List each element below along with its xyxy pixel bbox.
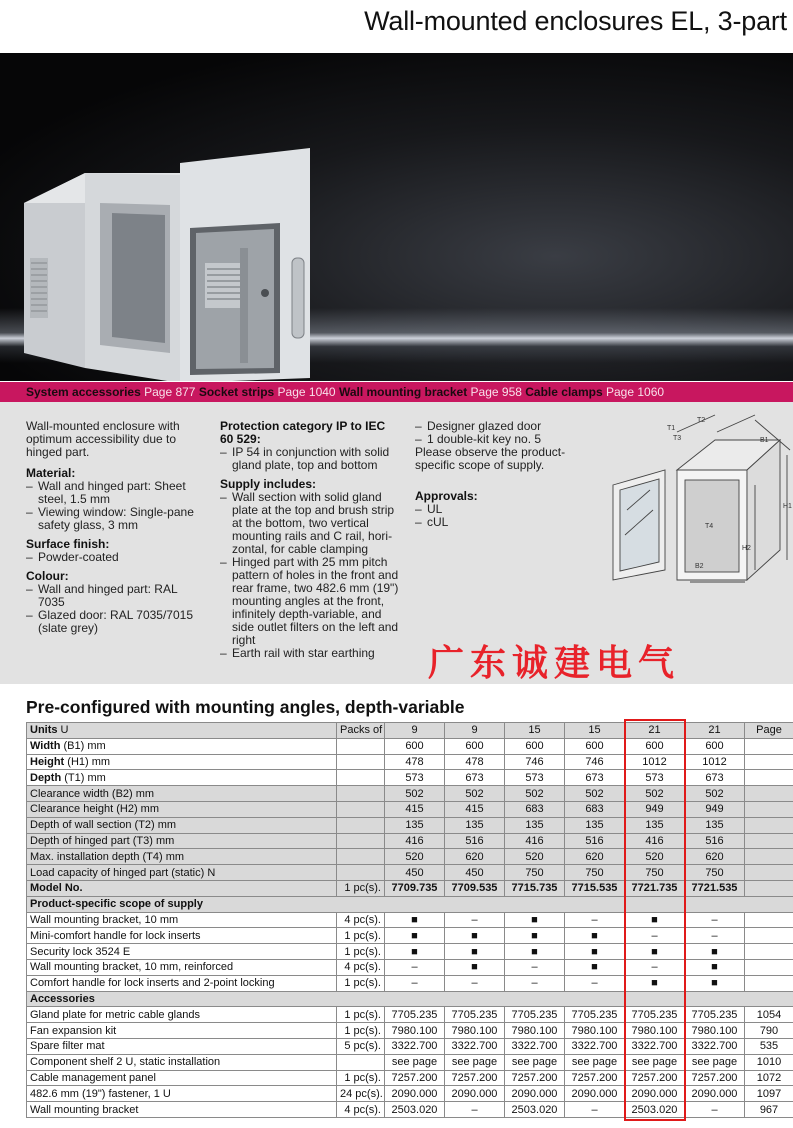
accessory-links-bar xyxy=(0,382,793,402)
row-value: 620 xyxy=(685,849,745,865)
row-value: see page xyxy=(685,1054,745,1070)
row-packs: 1 pc(s). xyxy=(337,928,385,944)
row-label: Security lock 3524 E xyxy=(27,944,337,960)
row-value: ■ xyxy=(385,912,445,928)
row-value: 750 xyxy=(505,865,565,881)
row-value: ■ xyxy=(505,928,565,944)
row-page xyxy=(745,786,793,802)
header-value: 9 xyxy=(445,723,505,739)
row-page xyxy=(745,959,793,975)
row-value: ■ xyxy=(685,959,745,975)
material-heading: Material: xyxy=(26,466,76,480)
row-value: 7257.200 xyxy=(505,1070,565,1086)
row-page: 1097 xyxy=(745,1086,793,1102)
row-page xyxy=(745,833,793,849)
row-value: 7257.200 xyxy=(565,1070,625,1086)
row-value: ■ xyxy=(625,912,685,928)
row-value: ■ xyxy=(385,928,445,944)
row-label: Mini-comfort handle for lock inserts xyxy=(27,928,337,944)
row-page xyxy=(745,880,793,896)
row-value: 2090.000 xyxy=(505,1086,565,1102)
row-value: 450 xyxy=(385,865,445,881)
row-page: 790 xyxy=(745,1023,793,1039)
row-value: 600 xyxy=(625,738,685,754)
row-label: Clearance height (H2) mm xyxy=(27,801,337,817)
row-packs xyxy=(337,801,385,817)
header-packs: Packs of xyxy=(337,723,385,739)
row-value: 573 xyxy=(505,770,565,786)
row-value: see page xyxy=(625,1054,685,1070)
row-value: – xyxy=(625,928,685,944)
row-label: 482.6 mm (19") fastener, 1 U xyxy=(27,1086,337,1102)
row-value: 7980.100 xyxy=(565,1023,625,1039)
list-item: – Glazed door: RAL 7035/7015 (slate grey) xyxy=(26,609,206,635)
row-packs: 4 pc(s). xyxy=(337,912,385,928)
row-value: 7980.100 xyxy=(445,1023,505,1039)
material-list xyxy=(26,480,206,532)
row-value: 620 xyxy=(565,849,625,865)
row-value: – xyxy=(565,975,625,991)
table-row xyxy=(27,801,793,817)
row-packs xyxy=(337,786,385,802)
row-label: Component shelf 2 U, static installation xyxy=(27,1054,337,1070)
label-t2: T2 xyxy=(697,417,706,424)
row-value: 478 xyxy=(385,754,445,770)
info-column-3 xyxy=(415,420,590,529)
row-value: 516 xyxy=(685,833,745,849)
row-page xyxy=(745,912,793,928)
row-value: 600 xyxy=(565,738,625,754)
row-page: 1072 xyxy=(745,1070,793,1086)
company-watermark: 广东诚建电气 xyxy=(428,642,681,684)
row-packs xyxy=(337,849,385,865)
label-t4: T4 xyxy=(705,523,714,530)
row-packs xyxy=(337,770,385,786)
row-value: 3322.700 xyxy=(385,1038,445,1054)
row-page xyxy=(745,849,793,865)
row-value: 1012 xyxy=(625,754,685,770)
row-value: 7705.235 xyxy=(625,1007,685,1023)
row-value: 2503.020 xyxy=(385,1102,445,1118)
list-item: – UL xyxy=(415,503,590,516)
header-value: 9 xyxy=(385,723,445,739)
row-value: 3322.700 xyxy=(445,1038,505,1054)
row-value: 135 xyxy=(685,817,745,833)
row-value: 683 xyxy=(565,801,625,817)
product-photo xyxy=(0,53,793,381)
list-item: – Earth rail with star earthing xyxy=(220,647,400,660)
row-value: 7715.735 xyxy=(505,880,565,896)
row-value: 673 xyxy=(445,770,505,786)
row-label: Clearance width (B2) mm xyxy=(27,786,337,802)
row-value: – xyxy=(565,912,625,928)
row-packs xyxy=(337,865,385,881)
row-page xyxy=(745,975,793,991)
row-label: Height (H1) mm xyxy=(27,754,337,770)
row-value: 3322.700 xyxy=(685,1038,745,1054)
row-value: 673 xyxy=(685,770,745,786)
header-value: 15 xyxy=(505,723,565,739)
row-value: 502 xyxy=(385,786,445,802)
row-packs: 4 pc(s). xyxy=(337,959,385,975)
row-value: – xyxy=(385,959,445,975)
list-item: – Hinged part with 25 mm pitch pattern of holes in the front and rear frame, two 482.6 mm (19") mounting angles at the front, infinitely depth-variable, and side outlet filters on the left and right xyxy=(220,556,400,647)
info-column-1 xyxy=(26,420,206,635)
row-value: 7257.200 xyxy=(625,1070,685,1086)
row-value: 750 xyxy=(625,865,685,881)
row-value: ■ xyxy=(565,944,625,960)
list-item: – Wall and hinged part: RAL 7035 xyxy=(26,583,206,609)
row-packs: 1 pc(s). xyxy=(337,1070,385,1086)
row-value: ■ xyxy=(445,928,505,944)
row-value: – xyxy=(625,959,685,975)
row-value: ■ xyxy=(505,944,565,960)
row-value: 673 xyxy=(565,770,625,786)
row-packs xyxy=(337,817,385,833)
enclosure-illustration xyxy=(0,53,793,381)
row-label: Fan expansion kit xyxy=(27,1023,337,1039)
row-packs: 24 pc(s). xyxy=(337,1086,385,1102)
row-value: 7980.100 xyxy=(685,1023,745,1039)
row-value: ■ xyxy=(565,928,625,944)
supply-heading: Supply includes: xyxy=(220,477,317,491)
row-label: Wall mounting bracket xyxy=(27,1102,337,1118)
row-value: 750 xyxy=(685,865,745,881)
list-item: – Wall section with solid gland plate at the top and brush strip at the bottom, two vertical mounting rails and C rail, hori-zontal, for cable clamping xyxy=(220,491,400,556)
row-label: Spare filter mat xyxy=(27,1038,337,1054)
row-label: Wall mounting bracket, 10 mm xyxy=(27,912,337,928)
row-label: Cable management panel xyxy=(27,1070,337,1086)
table-section-row xyxy=(27,991,793,1007)
row-value: 7705.235 xyxy=(385,1007,445,1023)
row-value: 600 xyxy=(385,738,445,754)
row-value: 949 xyxy=(685,801,745,817)
row-value: 415 xyxy=(445,801,505,817)
row-value: see page xyxy=(505,1054,565,1070)
accessory-link-cable-clamps[interactable]: Cable clamps Page 1060 xyxy=(525,385,665,399)
row-value: see page xyxy=(385,1054,445,1070)
row-value: ■ xyxy=(385,944,445,960)
row-value: 502 xyxy=(445,786,505,802)
row-value: 746 xyxy=(505,754,565,770)
row-page xyxy=(745,865,793,881)
row-value: 7705.235 xyxy=(505,1007,565,1023)
row-packs: 1 pc(s). xyxy=(337,975,385,991)
scope-note: Please observe the product-specific scope of supply. xyxy=(415,445,566,472)
page-title: Wall-mounted enclosures EL, 3-part xyxy=(364,6,787,36)
header-value: 21 xyxy=(625,723,685,739)
table-row xyxy=(27,1070,793,1086)
supply-more-list xyxy=(415,420,590,446)
table-row xyxy=(27,738,793,754)
row-value: 3322.700 xyxy=(565,1038,625,1054)
row-page: 535 xyxy=(745,1038,793,1054)
header-page: Page xyxy=(745,723,793,739)
table-row xyxy=(27,975,793,991)
row-value: 135 xyxy=(505,817,565,833)
label-h1: H1 xyxy=(783,503,792,510)
row-value: – xyxy=(445,1102,505,1118)
table-row xyxy=(27,1023,793,1039)
row-page xyxy=(745,770,793,786)
row-value: 415 xyxy=(385,801,445,817)
row-value: 2503.020 xyxy=(625,1102,685,1118)
list-item: – cUL xyxy=(415,516,590,529)
row-packs: 1 pc(s). xyxy=(337,1023,385,1039)
info-column-2 xyxy=(220,420,400,660)
row-label: Depth (T1) mm xyxy=(27,770,337,786)
row-packs xyxy=(337,1054,385,1070)
row-value: 7980.100 xyxy=(505,1023,565,1039)
row-value: 7980.100 xyxy=(385,1023,445,1039)
row-value: 7705.235 xyxy=(685,1007,745,1023)
row-value: – xyxy=(505,975,565,991)
row-packs: 1 pc(s). xyxy=(337,1007,385,1023)
row-value: 620 xyxy=(445,849,505,865)
row-value: 573 xyxy=(385,770,445,786)
row-value: – xyxy=(685,1102,745,1118)
list-item: – 1 double-kit key no. 5 xyxy=(415,433,590,446)
row-label: Max. installation depth (T4) mm xyxy=(27,849,337,865)
row-value: 3322.700 xyxy=(505,1038,565,1054)
approvals-heading: Approvals: xyxy=(415,489,478,503)
row-value: 7709.735 xyxy=(385,880,445,896)
row-value: 573 xyxy=(625,770,685,786)
row-value: 516 xyxy=(445,833,505,849)
row-value: – xyxy=(385,975,445,991)
table-row xyxy=(27,754,793,770)
table-row xyxy=(27,770,793,786)
dimension-diagram xyxy=(605,410,793,585)
row-page xyxy=(745,754,793,770)
surface-heading: Surface finish: xyxy=(26,537,110,551)
row-value: – xyxy=(565,1102,625,1118)
row-value: 949 xyxy=(625,801,685,817)
row-value: 2090.000 xyxy=(385,1086,445,1102)
row-value: ■ xyxy=(565,959,625,975)
intro-text: Wall-mounted enclosure with optimum accessibility due to hinged part. xyxy=(26,419,180,459)
row-value: 502 xyxy=(505,786,565,802)
section-label: Accessories xyxy=(27,991,793,1007)
row-packs: 5 pc(s). xyxy=(337,1038,385,1054)
colour-list xyxy=(26,583,206,635)
table-row xyxy=(27,1086,793,1102)
approvals-list xyxy=(415,503,590,529)
table-row xyxy=(27,1038,793,1054)
row-packs: 4 pc(s). xyxy=(337,1102,385,1118)
row-value: 516 xyxy=(565,833,625,849)
row-value: 683 xyxy=(505,801,565,817)
row-value: 2090.000 xyxy=(565,1086,625,1102)
row-value: see page xyxy=(445,1054,505,1070)
list-item: – Viewing window: Single-pane safety glass, 3 mm xyxy=(26,506,206,532)
row-value: 7705.235 xyxy=(445,1007,505,1023)
row-value: ■ xyxy=(445,944,505,960)
row-value: – xyxy=(685,928,745,944)
table-section-row xyxy=(27,896,793,912)
row-value: 3322.700 xyxy=(625,1038,685,1054)
row-value: 2090.000 xyxy=(445,1086,505,1102)
row-value: see page xyxy=(565,1054,625,1070)
row-value: 478 xyxy=(445,754,505,770)
row-value: 135 xyxy=(625,817,685,833)
row-label: Comfort handle for lock inserts and 2-point locking xyxy=(27,975,337,991)
table-row xyxy=(27,833,793,849)
row-value: 7257.200 xyxy=(685,1070,745,1086)
row-page xyxy=(745,928,793,944)
row-value: 7721.535 xyxy=(685,880,745,896)
row-value: ■ xyxy=(625,944,685,960)
accessory-link-system[interactable]: System accessories Page 877 xyxy=(26,385,196,399)
model-number-row xyxy=(27,880,793,896)
row-page xyxy=(745,801,793,817)
table-row xyxy=(27,944,793,960)
row-packs xyxy=(337,833,385,849)
protection-list xyxy=(220,446,400,472)
list-item: – Powder-coated xyxy=(26,551,206,564)
row-value: 416 xyxy=(385,833,445,849)
surface-list xyxy=(26,551,206,564)
row-value: 502 xyxy=(685,786,745,802)
row-value: ■ xyxy=(505,912,565,928)
row-value: 7980.100 xyxy=(625,1023,685,1039)
label-t3: T3 xyxy=(673,435,682,442)
label-b2: B2 xyxy=(695,563,704,570)
row-value: 7721.735 xyxy=(625,880,685,896)
row-page: 1010 xyxy=(745,1054,793,1070)
row-value: 600 xyxy=(685,738,745,754)
table-row xyxy=(27,959,793,975)
row-value: 7257.200 xyxy=(385,1070,445,1086)
header-value: 15 xyxy=(565,723,625,739)
row-value: – xyxy=(505,959,565,975)
row-label: Width (B1) mm xyxy=(27,738,337,754)
row-page xyxy=(745,738,793,754)
table-row xyxy=(27,786,793,802)
row-value: ■ xyxy=(625,975,685,991)
row-label: Depth of hinged part (T3) mm xyxy=(27,833,337,849)
label-b1: B1 xyxy=(760,437,769,444)
list-item: – IP 54 in conjunction with solid gland plate, top and bottom xyxy=(220,446,400,472)
row-value: 7705.235 xyxy=(565,1007,625,1023)
row-value: – xyxy=(685,912,745,928)
table-row xyxy=(27,928,793,944)
row-value: 135 xyxy=(385,817,445,833)
row-value: 746 xyxy=(565,754,625,770)
row-value: 600 xyxy=(505,738,565,754)
row-value: 7257.200 xyxy=(445,1070,505,1086)
list-item: – Wall and hinged part: Sheet steel, 1.5 mm xyxy=(26,480,206,506)
row-value: 7709.535 xyxy=(445,880,505,896)
row-packs: 1 pc(s). xyxy=(337,880,385,896)
row-value: 2503.020 xyxy=(505,1102,565,1118)
row-page xyxy=(745,817,793,833)
row-label: Wall mounting bracket, 10 mm, reinforced xyxy=(27,959,337,975)
supply-list xyxy=(220,491,400,660)
row-value: – xyxy=(445,975,505,991)
row-value: 135 xyxy=(565,817,625,833)
row-value: 502 xyxy=(625,786,685,802)
row-value: 2090.000 xyxy=(625,1086,685,1102)
row-label: Load capacity of hinged part (static) N xyxy=(27,865,337,881)
spec-table xyxy=(26,722,793,1118)
spec-table-body xyxy=(27,723,793,1118)
row-value: 750 xyxy=(565,865,625,881)
accessory-link-socket-strips[interactable]: Socket strips Page 1040 xyxy=(198,385,336,399)
row-value: 520 xyxy=(385,849,445,865)
colour-heading: Colour: xyxy=(26,569,69,583)
row-value: 520 xyxy=(505,849,565,865)
row-value: 2090.000 xyxy=(685,1086,745,1102)
row-page: 1054 xyxy=(745,1007,793,1023)
row-value: ■ xyxy=(685,975,745,991)
row-packs: 1 pc(s). xyxy=(337,944,385,960)
row-value: 600 xyxy=(445,738,505,754)
table-row xyxy=(27,1007,793,1023)
list-item: – Designer glazed door xyxy=(415,420,590,433)
section-label: Product-specific scope of supply xyxy=(27,896,793,912)
row-page: 967 xyxy=(745,1102,793,1118)
table-row xyxy=(27,1054,793,1070)
row-label: Depth of wall section (T2) mm xyxy=(27,817,337,833)
row-value: 7715.535 xyxy=(565,880,625,896)
row-packs xyxy=(337,754,385,770)
row-value: ■ xyxy=(445,959,505,975)
row-value: 416 xyxy=(625,833,685,849)
row-value: ■ xyxy=(685,944,745,960)
accessory-link-wall-bracket[interactable]: Wall mounting bracket Page 958 xyxy=(338,385,522,399)
row-page xyxy=(745,944,793,960)
row-value: 502 xyxy=(565,786,625,802)
row-label: Model No. xyxy=(27,880,337,896)
row-value: 135 xyxy=(445,817,505,833)
section-title: Pre-configured with mounting angles, depth-variable xyxy=(26,697,465,717)
row-value: 416 xyxy=(505,833,565,849)
row-label: Gland plate for metric cable glands xyxy=(27,1007,337,1023)
row-value: 1012 xyxy=(685,754,745,770)
row-value: 520 xyxy=(625,849,685,865)
row-value: – xyxy=(445,912,505,928)
row-packs xyxy=(337,738,385,754)
label-t1: T1 xyxy=(667,425,676,432)
header-units: Units U xyxy=(27,723,337,739)
table-row xyxy=(27,849,793,865)
protection-heading: Protection category IP to IEC 60 529: xyxy=(220,419,386,446)
label-h2: H2 xyxy=(742,545,751,552)
table-row xyxy=(27,865,793,881)
table-row xyxy=(27,817,793,833)
header-value: 21 xyxy=(685,723,745,739)
table-row xyxy=(27,912,793,928)
table-header-row xyxy=(27,723,793,739)
row-value: 450 xyxy=(445,865,505,881)
table-row xyxy=(27,1102,793,1118)
